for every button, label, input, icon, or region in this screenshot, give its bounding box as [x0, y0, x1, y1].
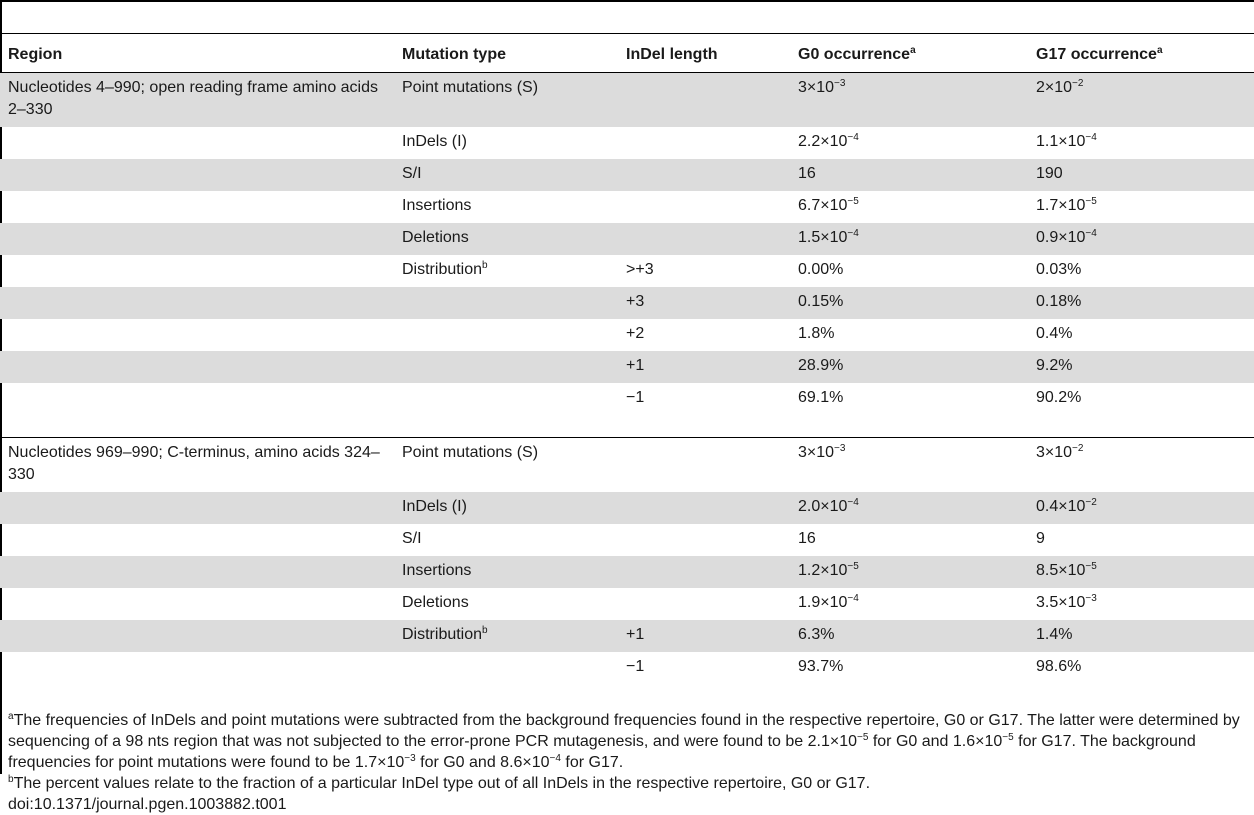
table-row	[0, 159, 1254, 191]
table-row	[0, 524, 1254, 556]
cell-indel-length: >+3	[626, 261, 654, 278]
cell-mutation-type	[394, 351, 618, 383]
cell-g0-occurrence: $2.0\times 10^{-4}$	[790, 492, 1028, 524]
cell-g17-occurrence: $1.7\times 10^{-5}$	[1036, 196, 1097, 214]
cell-g17-occurrence: 0.4%	[1036, 325, 1073, 342]
cell-g0-occurrence: 0.15%	[790, 287, 1028, 319]
cell-g17-occurrence: 98.6%	[1036, 658, 1082, 675]
cell-region	[0, 556, 394, 588]
table-row	[0, 492, 1254, 524]
table-row	[0, 255, 1254, 287]
cell-g17-occurrence: 0.18%	[1028, 287, 1254, 319]
doi-text: doi:10.1371/journal.pgen.1003882.t001	[8, 796, 287, 813]
cell-g0-occurrence: 16	[790, 159, 1028, 191]
cell-g0-occurrence: 69.1%	[798, 389, 844, 406]
table-row	[0, 319, 1254, 351]
cell-region	[0, 652, 394, 684]
cell-mutation-type: S/I	[394, 159, 618, 191]
cell-g17-occurrence: $3\times 10^{-2}$	[1028, 438, 1254, 493]
footnote-b: $^b$The percent values relate to the fraction of a particular InDel type out of all InDels in the respective repertoire, G0 or G17.	[8, 774, 871, 792]
cell-g17-occurrence: $3.5\times 10^{-3}$	[1036, 593, 1097, 611]
table-row	[0, 588, 1254, 620]
cell-region	[0, 524, 394, 556]
table-row	[0, 223, 1254, 255]
cell-indel-length: −1	[626, 658, 645, 675]
cell-mutation-type: Point mutations (S)	[394, 438, 618, 493]
table-row	[0, 191, 1254, 223]
cell-region	[0, 223, 394, 255]
cell-indel-length	[618, 191, 790, 223]
cell-region	[0, 620, 394, 652]
table-row	[0, 127, 1254, 159]
cell-g17-occurrence: 1.4%	[1028, 620, 1254, 652]
cell-indel-length: +1	[618, 620, 790, 652]
cell-g17-occurrence: 9.2%	[1028, 351, 1254, 383]
cell-g0-occurrence: $1.2\times 10^{-5}$	[790, 556, 1028, 588]
table-row	[0, 383, 1254, 438]
header-indel-length: InDel length	[618, 39, 790, 73]
cell-g17-occurrence: $2\times 10^{-2}$	[1028, 73, 1254, 128]
cell-region	[0, 127, 394, 159]
cell-g0-occurrence: 1.8%	[798, 325, 835, 342]
footnotes	[8, 710, 1252, 815]
cell-mutation-type: Distribution$^b$	[402, 260, 488, 278]
cell-indel-length	[618, 556, 790, 588]
cell-region	[0, 383, 394, 438]
cell-g17-occurrence: 190	[1028, 159, 1254, 191]
cell-region	[0, 287, 394, 319]
cell-indel-length	[618, 159, 790, 191]
cell-indel-length	[618, 524, 790, 556]
table-row	[0, 620, 1254, 652]
table-header-row	[0, 39, 1254, 73]
cell-mutation-type: Insertions	[402, 197, 472, 214]
cell-region	[0, 319, 394, 351]
cell-g0-occurrence: 93.7%	[798, 658, 844, 675]
cell-mutation-type: InDels (I)	[394, 492, 618, 524]
cell-region	[0, 191, 394, 223]
table-row	[0, 73, 1254, 128]
table-row	[0, 351, 1254, 383]
cell-g17-occurrence: 90.2%	[1036, 389, 1082, 406]
cell-g0-occurrence: $3\times 10^{-3}$	[790, 73, 1028, 128]
cell-g0-occurrence: 16	[798, 530, 816, 547]
table-row	[0, 556, 1254, 588]
cell-g0-occurrence: $1.9\times 10^{-4}$	[798, 593, 859, 611]
cell-mutation-type: Distribution$^b$	[394, 620, 618, 652]
cell-region: Nucleotides 4–990; open reading frame amino acids 2–330	[0, 73, 394, 128]
cell-region: Nucleotides 969–990; C-terminus, amino acids 324–330	[0, 438, 394, 493]
table-row	[0, 438, 1254, 493]
cell-indel-length: +3	[618, 287, 790, 319]
header-g17-occurrence: G17 occurrence$^a$	[1028, 39, 1254, 73]
table-row	[0, 652, 1254, 684]
cell-g0-occurrence: $1.5\times 10^{-4}$	[790, 223, 1028, 255]
cell-g17-occurrence: $0.9\times 10^{-4}$	[1028, 223, 1254, 255]
cell-indel-length	[618, 223, 790, 255]
footnote-a: $^a$The frequencies of InDels and point mutations were subtracted from the background frequencies found in the respective repertoire, G0 or G17. The latter were determined by sequencing of a 98 nts region that was not subjected to the error-prone PCR mutagenesis, and were found to be $2.1\times 10^{-5}$ for G0 and $1.6\times 10^{-5}$ for G17. The background frequencies for point mutations were found to be $1.7\times 10^{-3}$ for G0 and $8.6\times 10^{-4}$ for G17.	[8, 711, 1240, 771]
cell-mutation-type: InDels (I)	[402, 133, 467, 150]
cell-g17-occurrence: $0.4\times 10^{-2}$	[1028, 492, 1254, 524]
cell-g0-occurrence: $2.2\times 10^{-4}$	[798, 132, 859, 150]
cell-region	[0, 159, 394, 191]
cell-indel-length: −1	[626, 389, 645, 406]
cell-g0-occurrence: $6.7\times 10^{-5}$	[798, 196, 859, 214]
cell-region	[0, 492, 394, 524]
cell-indel-length	[618, 438, 790, 493]
cell-g17-occurrence: 0.03%	[1036, 261, 1082, 278]
cell-g0-occurrence: 6.3%	[790, 620, 1028, 652]
header-top-rule	[0, 33, 1254, 34]
cell-mutation-type	[394, 652, 618, 684]
header-g0-occurrence: G0 occurrence$^a$	[790, 39, 1028, 73]
cell-indel-length	[618, 492, 790, 524]
cell-mutation-type	[394, 383, 618, 438]
cell-indel-length	[618, 588, 790, 620]
cell-indel-length: +2	[626, 325, 645, 342]
header-region: Region	[0, 39, 394, 73]
cell-g17-occurrence: $8.5\times 10^{-5}$	[1028, 556, 1254, 588]
cell-indel-length	[618, 127, 790, 159]
cell-indel-length	[618, 73, 790, 128]
mutation-table	[0, 39, 1254, 684]
cell-g17-occurrence: $1.1\times 10^{-4}$	[1036, 132, 1097, 150]
cell-mutation-type	[394, 319, 618, 351]
cell-mutation-type: Deletions	[394, 223, 618, 255]
cell-mutation-type: Point mutations (S)	[394, 73, 618, 128]
cell-mutation-type: Insertions	[394, 556, 618, 588]
cell-region	[0, 255, 394, 287]
table-body	[0, 73, 1254, 685]
cell-region	[0, 588, 394, 620]
cell-region	[0, 351, 394, 383]
cell-g17-occurrence: 9	[1036, 530, 1045, 547]
top-border	[0, 0, 1254, 2]
table-row	[0, 287, 1254, 319]
cell-mutation-type: Deletions	[402, 594, 469, 611]
cell-mutation-type	[394, 287, 618, 319]
cell-indel-length: +1	[618, 351, 790, 383]
cell-mutation-type: S/I	[402, 530, 422, 547]
cell-g0-occurrence: $3\times 10^{-3}$	[790, 438, 1028, 493]
cell-g0-occurrence: 28.9%	[790, 351, 1028, 383]
header-mutation-type: Mutation type	[394, 39, 618, 73]
cell-g0-occurrence: 0.00%	[798, 261, 844, 278]
